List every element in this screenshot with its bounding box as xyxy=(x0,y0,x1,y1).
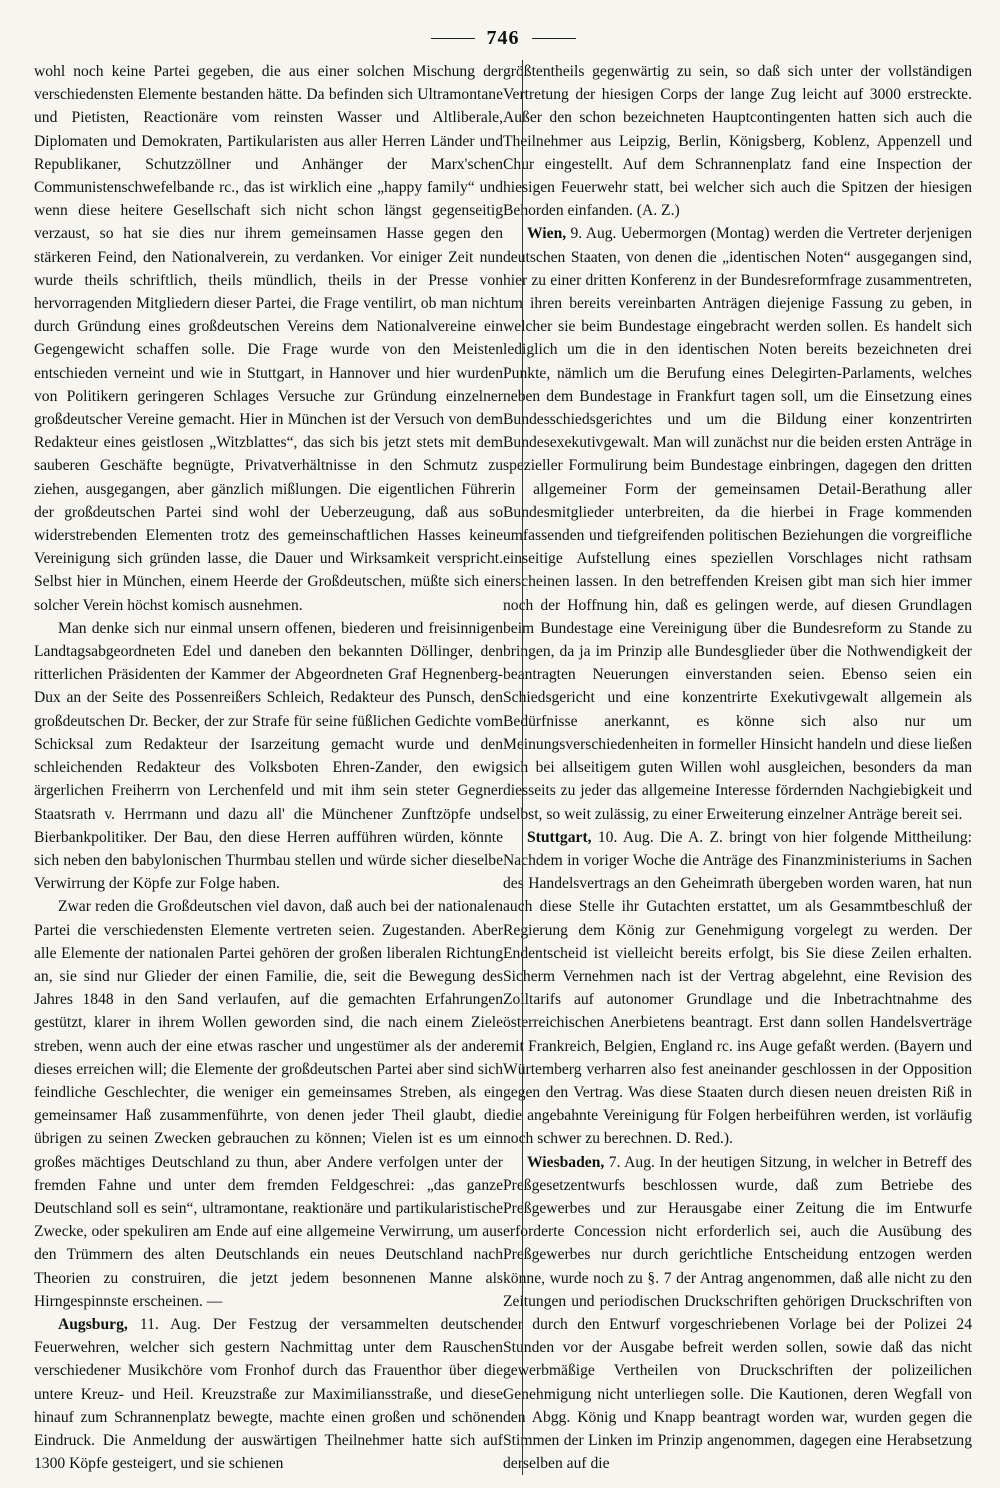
article-paragraph: wohl noch keine Partei gegeben, die aus einer solchen Mischung der verschiedensten Elemente bestanden hätte. Da befinden sich Ultramontane und Pietisten, Reactionäre vom reinsten Wasser und Altliberale, Diplomaten und Demokraten, Partikularisten aus aller Herren Länder und Republikaner, Schutzzöllner und Anhänger der Marx'schen Communistenschwefelbande rc., das ist wirklich eine „happy family“ und wenn diese heitere Gesellschaft sich nicht schon längst gegenseitig verzaust, so hat sie dies nur ihrem gemeinsamen Hasse gegen den stärkeren Feind, den Nationalverein, zu verdanken. Vor einiger Zeit nun wurde theils schriftlich, theils mündlich, theils in der Presse von hervorragenden Mitgliedern dieser Partei, die Frage ventilirt, ob man nicht durch Gründung eines großdeutschen Vereins dem Nationalvereine ein Gegengewicht schaffen solle. Die Frage wurde von den Meisten entschieden verneint und wie in Stuttgart, in Hannover und hier wurden von Politikern geringeren Schlages Versuche zur Gründung einzelner großdeutscher Vereine gemacht. Hier in München ist der Versuch von dem Redakteur eines geistlosen „Witzblattes“, das sich bis jetzt stets mit dem sauberen Geschäfte begnügte, Privatverhältnisse in den Schmutz zu ziehen, ausgegangen, aber gänzlich mißlungen. Die eigentlichen Führer der großdeutschen Partei sind wohl der Ueberzeugung, daß aus so widerstrebenden Elementen trotz des gemeinschaftlichen Hasses keine Vereinigung sich gründen lasse, die Dauer und Wirksamkeit verspricht. Selbst hier in München, einem Heerde der Großdeutschen, müßte sich ein solcher Verein höchst komisch ausnehmen. xyxy=(34,63,503,614)
news-item-augsburg xyxy=(34,1313,503,1475)
article-paragraph: Man denke sich nur einmal unsern offenen, biederen und freisinnigen Landtagsabgeordneten Edel und daneben den bekannten Döllinger, den ritterlichen Präsidenten der Kammer der Abgeordneten Graf Hegnenberg-Dux an der Seite des Possenreißers Schleich, Redakteur des Punsch, den großdeutschen Dr. Becker, der zur Strafe für seine füßlichen Gedichte vom Schicksal zum Redakteur der Isarzeitung gemacht wurde und den schleichenden Redakteur des Volksboten Ehren-Zander, den ewig ärgerlichen Freiherrn von Lerchenfeld und mit ihm sein steter Gegner Staatsrath v. Herrmann und dazu all' die Münchener Zunftzöpfe und Bierbankpolitiker. Der Bau, den diese Herren aufführen würden, könnte sich neben den babylonischen Thurmbau stellen und würde sicher dieselbe Verwirrung der Köpfe zur Folge haben. xyxy=(34,619,503,893)
news-item-stuttgart xyxy=(503,826,972,1151)
header-rule-left xyxy=(431,38,475,39)
news-item-wien xyxy=(503,222,972,825)
dateline: Augsburg, xyxy=(58,1315,128,1333)
right-column xyxy=(503,60,972,1475)
news-text: 11. Aug. Der Festzug der versammelten deutschen Feuerwehren, welcher sich gestern Nachmittag unter dem Rauschen verschiedener Musikchöre vom Fronhof durch das Frauenthor über die untere Kreuz- und Heil. Kreuzstraße zur Maximiliansstraße, und diese hinauf zum Schrannenplatz bewegte, machte einen großen und schönen Eindruck. Die Anmeldung der auswärtigen Theilnehmer hatte sich auf 1300 Köpfe gesteigert, und sie schienen xyxy=(34,1315,503,1473)
column-divider xyxy=(522,60,523,1475)
page-number: 746 xyxy=(486,26,520,49)
left-column xyxy=(34,60,503,1475)
news-item-wiesbaden xyxy=(503,1151,972,1476)
article-paragraph: größtentheils gegenwärtig zu sein, so daß sich unter der vollständigen Vertretung der hiesigen Corps der lange Zug leicht auf 3000 erstreckte. Außer den schon bezeichneten Hauptcontingenten hatten sich auch die Theilnehmer aus Leipzig, Berlin, Königsberg, Koblenz, Appenzell und Chur eingestellt. Auf dem Schrannenplatz fand eine Inspection der hiesigen Feuerwehr statt, bei welcher sich auch die Spitzen der hiesigen Behorden einfanden. (A. Z.) xyxy=(503,63,972,220)
header-rule-right xyxy=(532,38,576,39)
dateline: Wien, xyxy=(527,225,567,243)
news-text: 9. Aug. Uebermorgen (Montag) werden die Vertreter derjenigen deutschen Staaten, von denen die „identischen Noten“ ausgegangen sind, hier zu einer dritten Konferenz in der Bundesreformfrage zusammentreten, um ihren bereits vereinbarten Anträgen diejenige Fassung zu geben, in welcher sie beim Bundestage eingebracht werden sollen. Es handelt sich lediglich um die in den identischen Noten bereits bezeichneten drei Punkte, nämlich um die Berufung eines Delegirten-Parlaments, welches neben dem Bundestage in Frankfurt tagen soll, um die Einsetzung eines Bundesschiedsgerichtes und um die Bildung einer konzentrirten Bundesexekutivgewalt. Man will zunächst nur die beiden ersten Anträge in spezieller Formulirung beim Bundestage einbringen, dagegen den dritten in allgemeiner Form der gemeinsamen Detail-Berathung aller Bundesmitglieder unterbreiten, da die hierbei in Frage kommenden umfassenden und tiefgreifenden politischen Beziehungen die vorgreifliche einseitige Aufstellung eines speziellen Vorschlages nicht rathsam erscheinen lassen. In den betreffenden Kreisen gibt man sich hier immer noch der Hoffnung hin, daß es gelingen werde, auf diesen Grundlagen beim Bundestage eine Vereinigung über die Bundesreform zu Stande zu bringen, da ja im Prinzip alle Bundesglieder über die Nothwendigkeit der beantragten Neuerungen einverstanden seien. Ebenso seien ein Schiedsgericht und eine konzentrirte Exekutivgewalt allgemein als Bedürfnisse anerkannt, es könne sich also nur um Meinungsverschiedenheiten in formeller Hinsicht handeln und diese ließen sich bei allseitigem guten Willen wohl ausgleichen, besonders da man diesseits zu jeder das allgemeine Interesse fördernden Nachgiebigkeit und selbst, so weit zulässig, zu einer Erweiterung einzelner Anträge bereit sei. xyxy=(503,225,972,823)
page-header xyxy=(34,22,972,54)
news-text: 10. Aug. Die A. Z. bringt von hier folgende Mittheilung: Nachdem in voriger Woche die Anträge des Finanzministeriums in Sachen des Handelsvertrags an den Geheimrath übergeben worden waren, hat nun auch diese Stelle ihr Gutachten erstattet, um als Gesammtbeschluß der Regierung dem König zur Genehmigung vorgelegt zu werden. Der Endentscheid ist vielleicht bereits erfolgt, bis Sie diese Zeilen erhalten. Sicherm Vernehmen nach ist der Vertrag abgelehnt, eine Revision des Zolltarifs auf autonomer Grundlage und die Inbetrachtnahme des österreichischen Anerbietens beantragt. Erst dann sollen Handelsverträge mit Frankreich, Belgien, England rc. ins Auge gefaßt werden. (Bayern und Würtemberg verharren also fest aneinander geschlossen in der Opposition gegen den Vertrag. Was diese Staaten durch diesen neuen dreisten Riß in die angebahnte Vereinigung für Folgen herbeiführen werden, ist vorläufig noch schwer zu berechnen. D. Red.). xyxy=(503,828,972,1148)
columns xyxy=(34,60,972,1475)
dateline: Stuttgart, xyxy=(527,828,592,846)
dateline: Wiesbaden, xyxy=(527,1153,605,1171)
news-text: 7. Aug. In der heutigen Sitzung, in welcher in Betreff des Preßgesetzentwurfs beschlossen wurde, daß zum Betriebe des Preßgewerbes und zur Herausgabe einer Zeitung die im Entwurfe erforderte Concession nicht erforderlich sei, auch die Ausübung des Preßgewerbes nur durch gerichtliche Entscheidung entzogen werden könne, wurde noch zu §. 7 der Antrag angenommen, daß alle nicht zu den Zeitungen und periodischen Druckschriften gehörigen Druckschriften von der durch den Entwurf vorgeschriebenen Vorlage bei der Polizei 24 Stunden vor der Ausgabe befreit werden sollen, sowie daß das nicht gewerbmäßige Vertheilen von Druckschriften der polizeilichen Genehmigung nicht unterliegen solle. Die Kautionen, deren Wegfall von den Abgg. König und Knapp beantragt worden war, wurden gegen die Stimmen der Linken im Prinzip angenommen, dagegen eine Herabsetzung derselben auf die xyxy=(503,1153,972,1473)
article-paragraph: Zwar reden die Großdeutschen viel davon, daß auch bei der nationalen Partei die verschiedensten Elemente vertreten seien. Zugestanden. Aber alle Elemente der nationalen Partei gehören der großen liberalen Richtung an, sie sind nur Glieder der einen Familie, die, seit die Bewegung des Jahres 1848 in den Sand verlaufen, auf die gemachten Erfahrungen gestützt, klarer in ihrem Wollen geworden sind, die nach einem Ziele streben, wenn auch der eine etwas rascher und ungestümer als der andere dieses erreichen will; die Elemente der großdeutschen Partei aber sind sich feindliche Geschlechter, die weniger ein gemeinsames Streben, als ein gemeinsamer Haß zusammenführte, von denen jeder Theil glaubt, die übrigen zu seinen Zwecken gebrauchen zu können; Vielen ist es um ein großes mächtiges Deutschland zu thun, aber Andere verfolgen unter der fremden Fahne und unter dem fremden Feldgeschrei: „das ganze Deutschland soll es sein“, ultramontane, reaktionäre und partikularistische Zwecke, oder spekuliren am Ende auf eine allgemeine Verwirrung, um aus den Trümmern des alten Deutschlands ein neues Deutschland nach Theorien zu construiren, die jetzt jedem besonnenen Manne als Hirngespinnste erscheinen. — xyxy=(34,898,503,1310)
